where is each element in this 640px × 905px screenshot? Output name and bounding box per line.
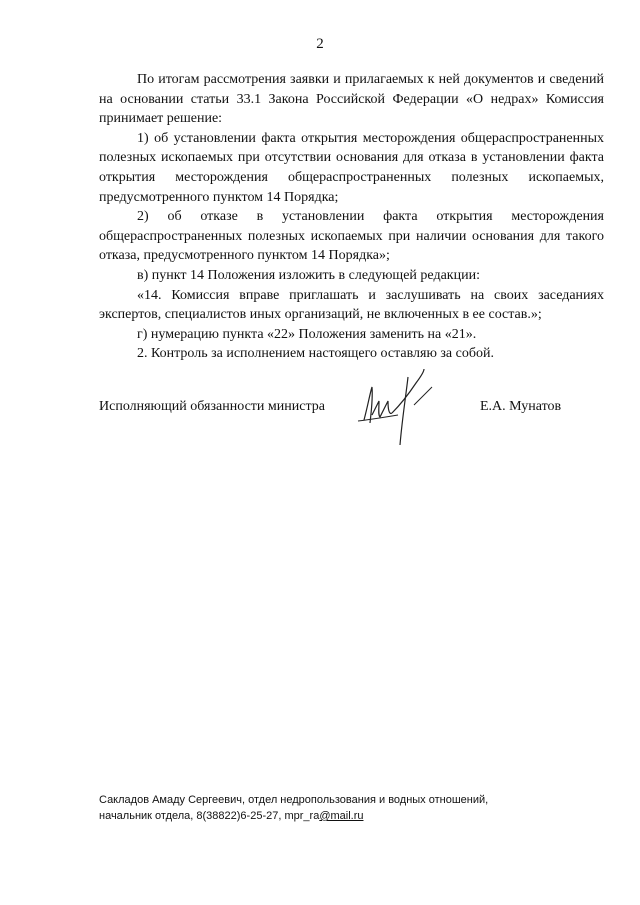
paragraph-control: 2. Контроль за исполнением настоящего оставляю за собой. <box>137 346 494 362</box>
paragraph-decision-intro: По итогам рассмотрения заявки и прилагаемых к ней документов и сведений на основании статьи 33.1 Закона Российской Федерации «О недрах» Комиссия принимает решение: <box>99 72 604 127</box>
handwritten-signature <box>350 365 440 450</box>
executor-line-2 <box>99 808 599 824</box>
paragraph-item-14: «14. Комиссия вправе приглашать и заслушивать на своих заседаниях экспертов, специалистов иных организаций, не включенных в ее состав.»; <box>99 287 604 323</box>
paragraph-item-g: г) нумерацию пункта «22» Положения заменить на «21». <box>137 326 477 342</box>
executor-email-link[interactable]: @mail.ru <box>319 810 364 822</box>
paragraph-decision-2: 2) об отказе в установлении факта открытия месторождения общераспространенных полезных ископаемых при наличии основания для такого отказа, предусмотренного пунктом 14 Порядка»; <box>99 209 604 264</box>
signatory-position: Исполняющий обязанности министра <box>99 399 325 414</box>
document-body <box>99 70 604 364</box>
paragraph-decision-1: 1) об установлении факта открытия месторождения общераспространенных полезных ископаемых при отсутствии основания для отказа в установлении факта открытия месторождения общераспространенных полезных ископаемых, предусмотренного пунктом 14 Порядка; <box>99 130 604 205</box>
executor-line-1: Сакладов Амаду Сергеевич, отдел недропользования и водных отношений, <box>99 794 489 806</box>
signatory-name: Е.А. Мунатов <box>480 399 562 414</box>
paragraph-item-v: в) пункт 14 Положения изложить в следующей редакции: <box>137 267 480 283</box>
page-number: 2 <box>316 36 324 52</box>
executor-info <box>99 792 599 824</box>
executor-contacts: начальник отдела, 8(38822)6-25-27, mpr_ra <box>99 810 320 822</box>
